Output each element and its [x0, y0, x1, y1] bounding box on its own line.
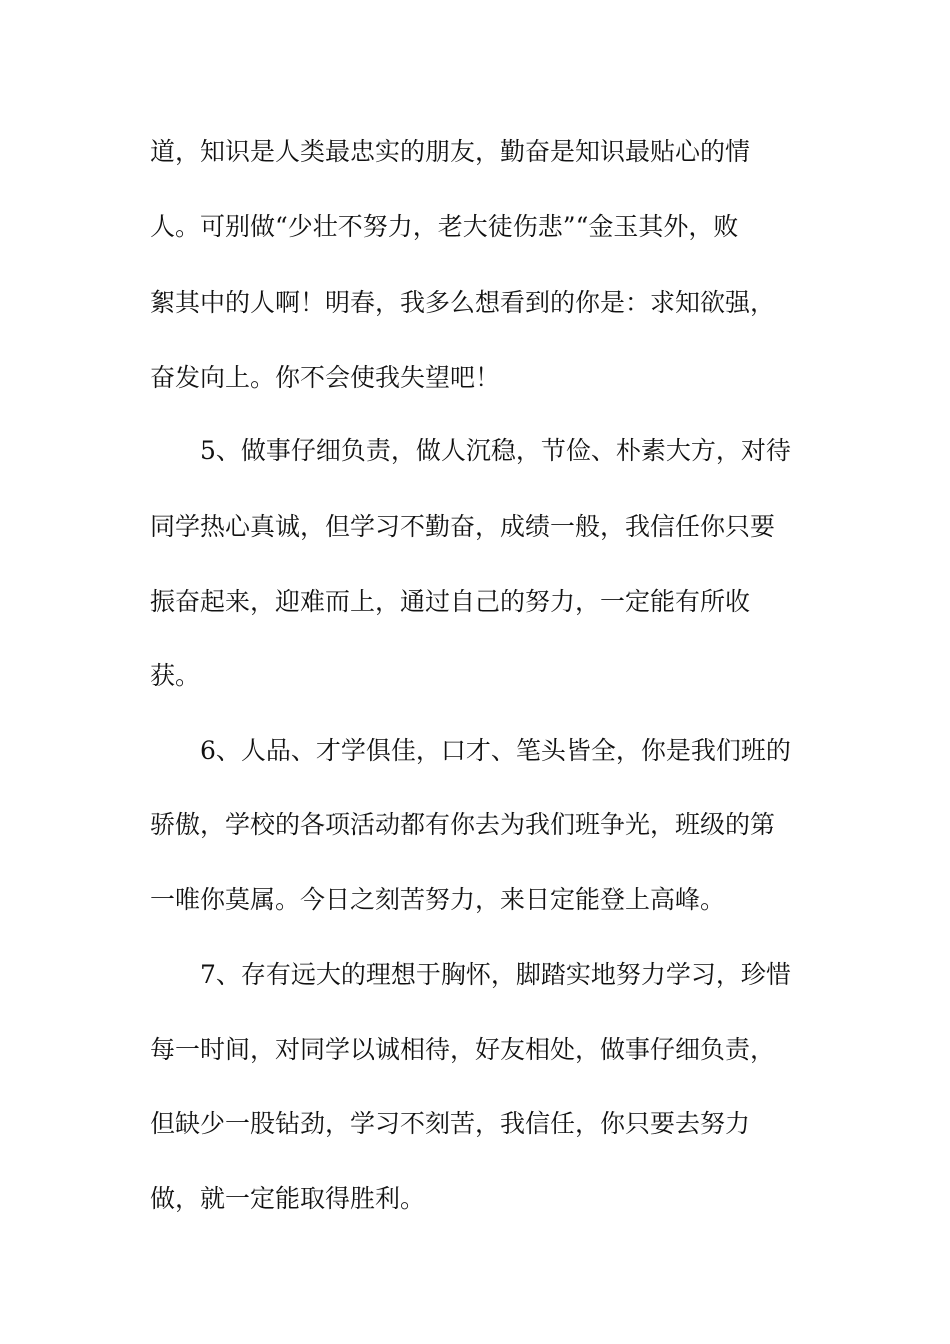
text-line: 人。可别做“少壮不努力，老大徒伤悲”“金玉其外，败 [150, 212, 739, 241]
text-line: 同学热心真诚，但学习不勤奋，成绩一般，我信任你只要 [150, 512, 776, 541]
paragraph-5-first-line: 5、做事仔细负责，做人沉稳，节俭、朴素大方，对待 [200, 436, 791, 465]
text-line: 振奋起来，迎难而上，通过自己的努力，一定能有所收 [150, 587, 751, 616]
text-line: 获。 [150, 661, 201, 690]
text-line: 道，知识是人类最忠实的朋友，勤奋是知识最贴心的情 [150, 137, 751, 166]
text-line: 絮其中的人啊！明春，我多么想看到的你是：求知欲强， [150, 288, 776, 317]
text-line: 但缺少一股钻劲，学习不刻苦，我信任，你只要去努力 [150, 1109, 751, 1138]
text-line: 做，就一定能取得胜利。 [150, 1184, 426, 1213]
text-line: 奋发向上。你不会使我失望吧！ [150, 363, 501, 392]
paragraph-6-first-line: 6、人品、才学俱佳，口才、笔头皆全，你是我们班的 [200, 736, 791, 765]
text-line: 每一时间，对同学以诚相待，好友相处，做事仔细负责， [150, 1035, 776, 1064]
text-line: 一唯你莫属。今日之刻苦努力，来日定能登上高峰。 [150, 885, 726, 914]
text-line: 骄傲，学校的各项活动都有你去为我们班争光，班级的第 [150, 810, 776, 839]
paragraph-7-first-line: 7、存有远大的理想于胸怀，脚踏实地努力学习，珍惜 [200, 960, 791, 989]
